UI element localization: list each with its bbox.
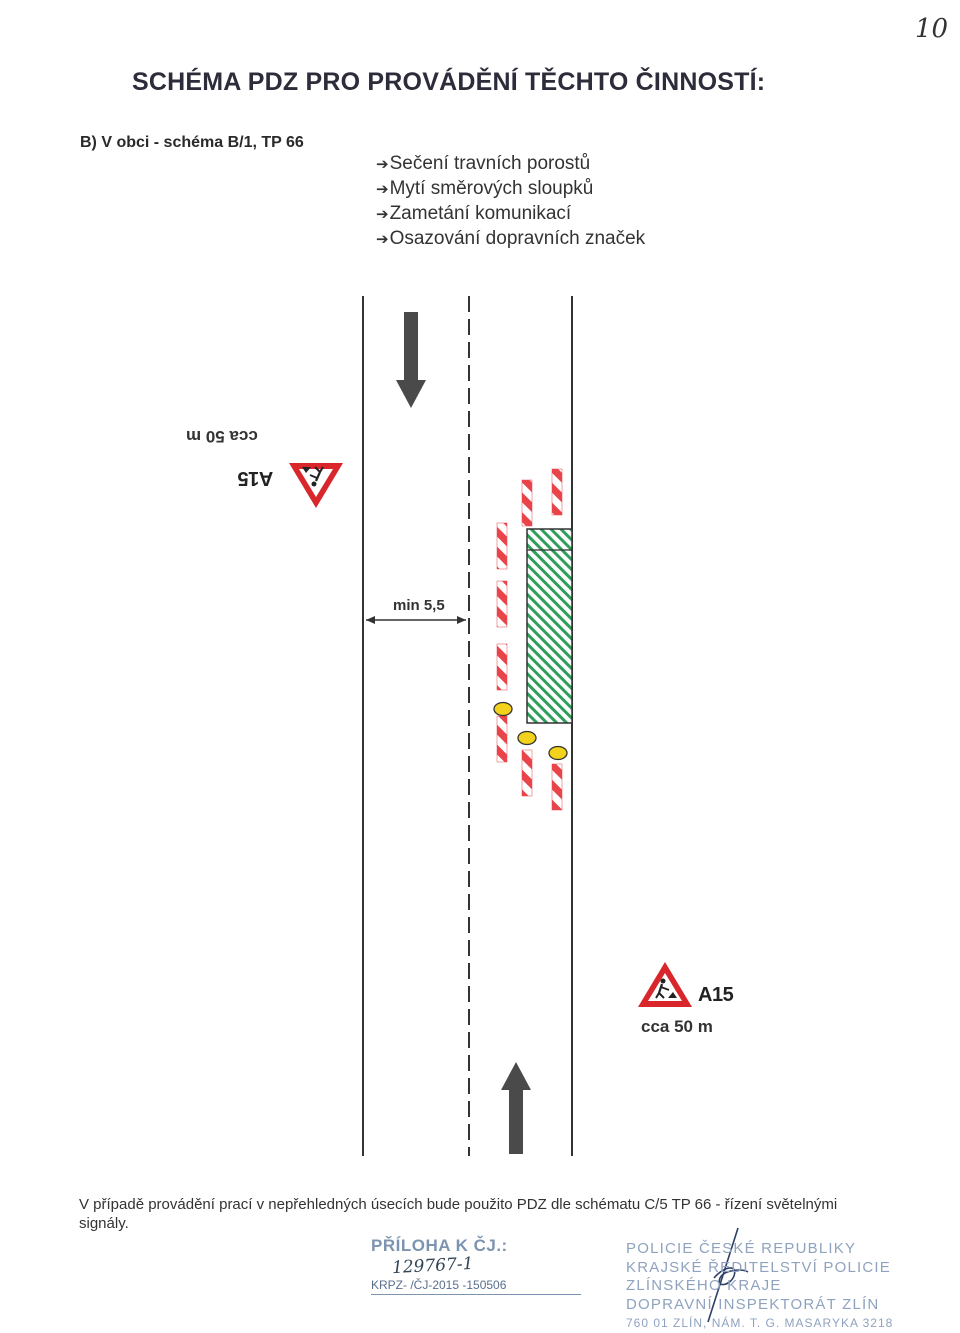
stamp-line: DOPRAVNÍ INSPEKTORÁT ZLÍN	[626, 1295, 880, 1313]
barrier-icon	[522, 750, 532, 796]
barrier-icon	[552, 764, 562, 810]
arrow-right-icon: ➔	[376, 231, 389, 248]
attachment-handwritten-number: 129767-1	[391, 1253, 474, 1279]
arrow-right-icon: ➔	[376, 206, 389, 223]
barrier-icon	[497, 581, 507, 627]
barrier-icon	[522, 480, 532, 526]
activity-item: ➔Sečení travních porostů	[376, 153, 591, 174]
activity-item: ➔Zametání komunikací	[376, 203, 572, 224]
sign-distance-top: cca 50 m	[186, 427, 258, 446]
barrier-icon	[497, 644, 507, 690]
min-width-dimension	[366, 616, 466, 624]
stamp-line: KRAJSKÉ ŘEDITELSTVÍ POLICIE	[626, 1258, 891, 1276]
barrier-icon	[552, 469, 562, 515]
arrow-up-icon	[501, 1062, 531, 1154]
page-number: 10	[915, 14, 949, 44]
activity-item: ➔Osazování dopravních značek	[376, 228, 646, 249]
min-width-label: min 5,5	[393, 597, 445, 614]
sign-code-top: A15	[238, 467, 274, 489]
men-at-work-sign-icon	[289, 463, 343, 508]
sign-distance-bottom: cca 50 m	[641, 1017, 713, 1036]
warning-lamp-icon	[518, 732, 536, 745]
arrow-down-icon	[396, 312, 426, 408]
page-title: SCHÉMA PDZ PRO PROVÁDĚNÍ TĚCHTO ČINNOSTÍ:	[132, 68, 766, 96]
work-zone	[527, 529, 572, 723]
warning-lamp-icon	[494, 703, 512, 716]
arrow-right-icon: ➔	[376, 156, 389, 173]
police-stamp	[626, 1240, 893, 1333]
scheme-reference: B) V obci - schéma B/1, TP 66	[80, 134, 304, 151]
stamp-line: POLICIE ČESKÉ REPUBLIKY	[626, 1240, 857, 1257]
footnote: V případě provádění prací v nepřehledných úsecích bude použito PDZ dle schématu C/5 TP 66 - řízení světelnými signály.	[79, 1196, 838, 1232]
attachment-underline	[371, 1294, 581, 1295]
warning-lamp-icon	[549, 747, 567, 760]
stamp-line: 760 01 ZLÍN, NÁM. T. G. MASARYKA 3218	[626, 1316, 894, 1330]
activity-item: ➔Mytí směrových sloupků	[376, 178, 594, 199]
men-at-work-sign-icon	[638, 962, 692, 1007]
sign-code-bottom: A15	[698, 984, 734, 1006]
barrier-icon	[497, 716, 507, 762]
barrier-icon	[497, 523, 507, 569]
stamp-line: ZLÍNSKÉHO KRAJE	[626, 1277, 782, 1294]
attachment-reference: KRPZ- /ČJ-2015 -150506	[371, 1278, 507, 1292]
arrow-right-icon: ➔	[376, 181, 389, 198]
attachment-label: PŘÍLOHA K ČJ.:	[371, 1236, 508, 1255]
